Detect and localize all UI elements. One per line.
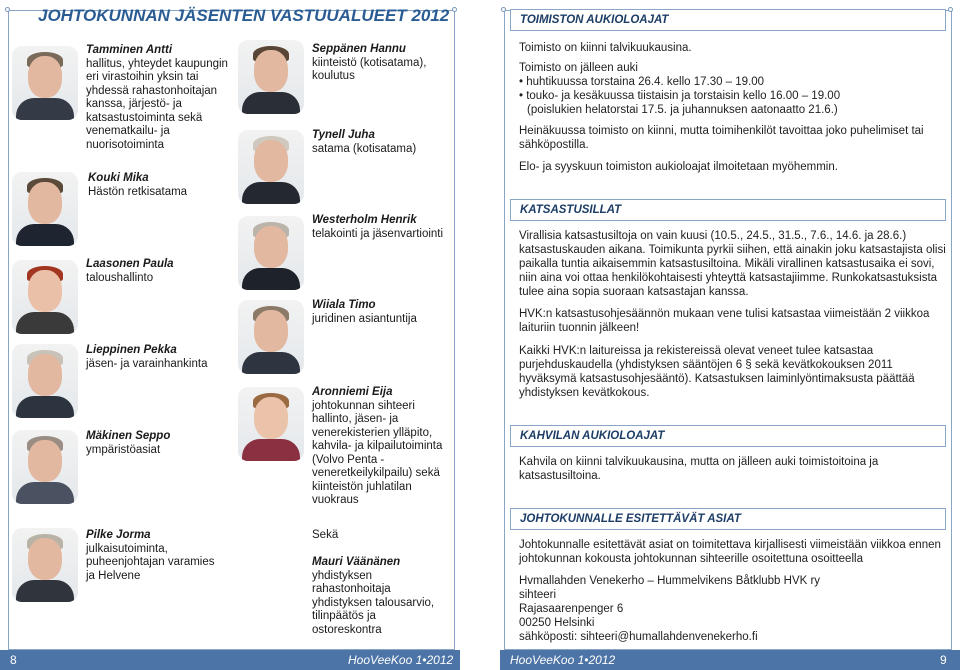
office-july: Heinäkuussa toimisto on kiinni, mutta toimihenkilöt tavoittaa joko puhelimiset tai sähköpostilla.: [519, 125, 924, 151]
page-number: 9: [940, 653, 947, 667]
also-label: Sekä: [312, 529, 339, 541]
member-vaananen: Mauri Väänänen yhdistyksen rahastonhoitaja yhdistyksen talousarvio, tilinpäätös ja ostoreskontra: [312, 556, 435, 636]
office-hours-exceptions: (poislukien helatorstai 17.5. ja juhannuksen aatonaatto 21.6.): [527, 104, 838, 116]
publication-name: HooVeeKoo 1•2012: [510, 653, 616, 667]
member-tynell: Tynell Juha satama (kotisatama): [312, 129, 417, 155]
left-footer: [0, 650, 460, 670]
address-club: Hvmallahden Venekerho – Hummelvikens Båtklubb HVK ry: [519, 575, 821, 587]
member-photo: [12, 528, 78, 602]
corner-dot: [5, 7, 10, 12]
member-photo: [238, 40, 304, 114]
member-westerholm: Westerholm Henrik telakointi ja jäsenvartiointi: [312, 214, 444, 240]
member-photo: [12, 260, 78, 334]
office-hours-april: • huhtikuussa torstaina 26.4. kello 17.30 – 19.00: [519, 76, 765, 88]
address-email[interactable]: sähköposti: sihteeri@humallahdenvenekerho.fi: [519, 631, 758, 643]
address-recipient: sihteeri: [519, 589, 557, 601]
office-hours-summer: • touko- ja kesäkuussa tiistaisin ja torstaisin kello 16.00 – 19.00: [519, 90, 841, 102]
member-photo: [12, 344, 78, 418]
address-postal: 00250 Helsinki: [519, 617, 595, 629]
right-footer: [500, 650, 960, 670]
publication-name: HooVeeKoo 1•2012: [348, 653, 454, 667]
member-kouki: Kouki Mika Hästön retkisatama: [88, 172, 188, 198]
member-photo: [12, 46, 78, 120]
member-makinen: Mäkinen Seppo ympäristöasiat: [86, 430, 171, 456]
member-photo: [238, 130, 304, 204]
member-photo: [12, 172, 78, 246]
member-photo: [238, 216, 304, 290]
corner-dot: [501, 7, 506, 12]
office-open: Toimisto on jälleen auki: [519, 62, 638, 74]
inspection-info: Virallisia katsastusiltoja on vain kuusi (10.5., 24.5., 31.5., 7.6., 14.6. ja 28.6.) katsastuskauden aikana. Toimikunta pyrkii siihen, että ainakin joku katsastajista olisi paikalla tuntia aikaisemmin katsastusiltoina. Mikäli virallinen katsastusaika ei sovi, niin aina voi ottaa henkilökohtaisesti yhteyttä katsastajiimme. Runkokatsastuksista tulee aina sopia suoraan katsastajan kanssa.: [519, 230, 946, 298]
member-pilke: Pilke Jorma julkaisutoiminta, puheenjohtajan varamies ja Helvene: [86, 529, 215, 582]
member-photo: [12, 430, 78, 504]
member-tamminen: Tamminen Antti hallitus, yhteydet kaupungin eri virastoihin yksin tai yhdessä rahastonhoitajan kanssa, järjestö- ja katsastustoiminta sekä venematkailu- ja nuorisotoiminta: [86, 44, 228, 151]
section-heading-inspections: KATSASTUSILLAT: [510, 199, 946, 221]
page-title: JOHTOKUNNAN JÄSENTEN VASTUUALUEET 2012: [38, 6, 450, 25]
member-laasonen: Laasonen Paula taloushallinto: [86, 258, 174, 284]
office-closed: Toimisto on kiinni talvikuukausina.: [519, 42, 692, 54]
section-heading-board-matters: JOHTOKUNNALLE ESITETTÄVÄT ASIAT: [510, 508, 946, 530]
member-seppanen: Seppänen Hannu kiinteistö (kotisatama), koulutus: [312, 43, 427, 82]
corner-dot: [452, 7, 457, 12]
member-wiiala: Wiiala Timo juridinen asiantuntija: [312, 299, 417, 325]
member-lieppinen: Lieppinen Pekka jäsen- ja varainhankinta: [86, 344, 208, 370]
member-photo: [238, 300, 304, 374]
section-heading-cafe: KAHVILAN AUKIOLOAJAT: [510, 425, 946, 447]
address-street: Rajasaarenpenger 6: [519, 603, 624, 615]
board-matters-info: Johtokunnalle esitettävät asiat on toimitettava kirjallisesti viimeistään viikkoa ennen johtokunnan kokousta johtokunnan sihteerille osoitettuna osoitteella: [519, 539, 941, 565]
member-photo: [238, 387, 304, 461]
office-autumn: Elo- ja syyskuun toimiston aukioloajat ilmoitetaan myöhemmin.: [519, 161, 838, 173]
cafe-info: Kahvila on kiinni talvikuukausina, mutta on jälleen auki toimistoitoina ja katsastusiltoina.: [519, 456, 879, 482]
page-number: 8: [10, 653, 17, 667]
inspection-rules: Kaikki HVK:n laitureissa ja rekistereissä olevat veneet tulee katsastaa purjehduskaudella (yhdistyksen sääntöjen 6 § sekä kevätkokouksen 2011 hyväksymä katsastusohjesääntö). Katsastuksen laiminlyöntimaksusta päättää yhdistyksen kevätkokous.: [519, 345, 915, 399]
section-heading-office-hours: TOIMISTON AUKIOLOAJAT: [510, 9, 946, 31]
member-aronniemi: Aronniemi Eija johtokunnan sihteeri hallinto, jäsen- ja venerekisterien ylläpito, kahvila- ja kilpailutoiminta (Volvo Penta -veneretkeilykilpailu) sekä kiinteistön juhlatilan vuokraus: [312, 386, 443, 506]
corner-dot: [948, 7, 953, 12]
inspection-deadline: HVK:n katsastusohjesäännön mukaan vene tulisi katsastaa viimeistään 2 viikkoa laituriin tuonnin jälkeen!: [519, 308, 930, 334]
